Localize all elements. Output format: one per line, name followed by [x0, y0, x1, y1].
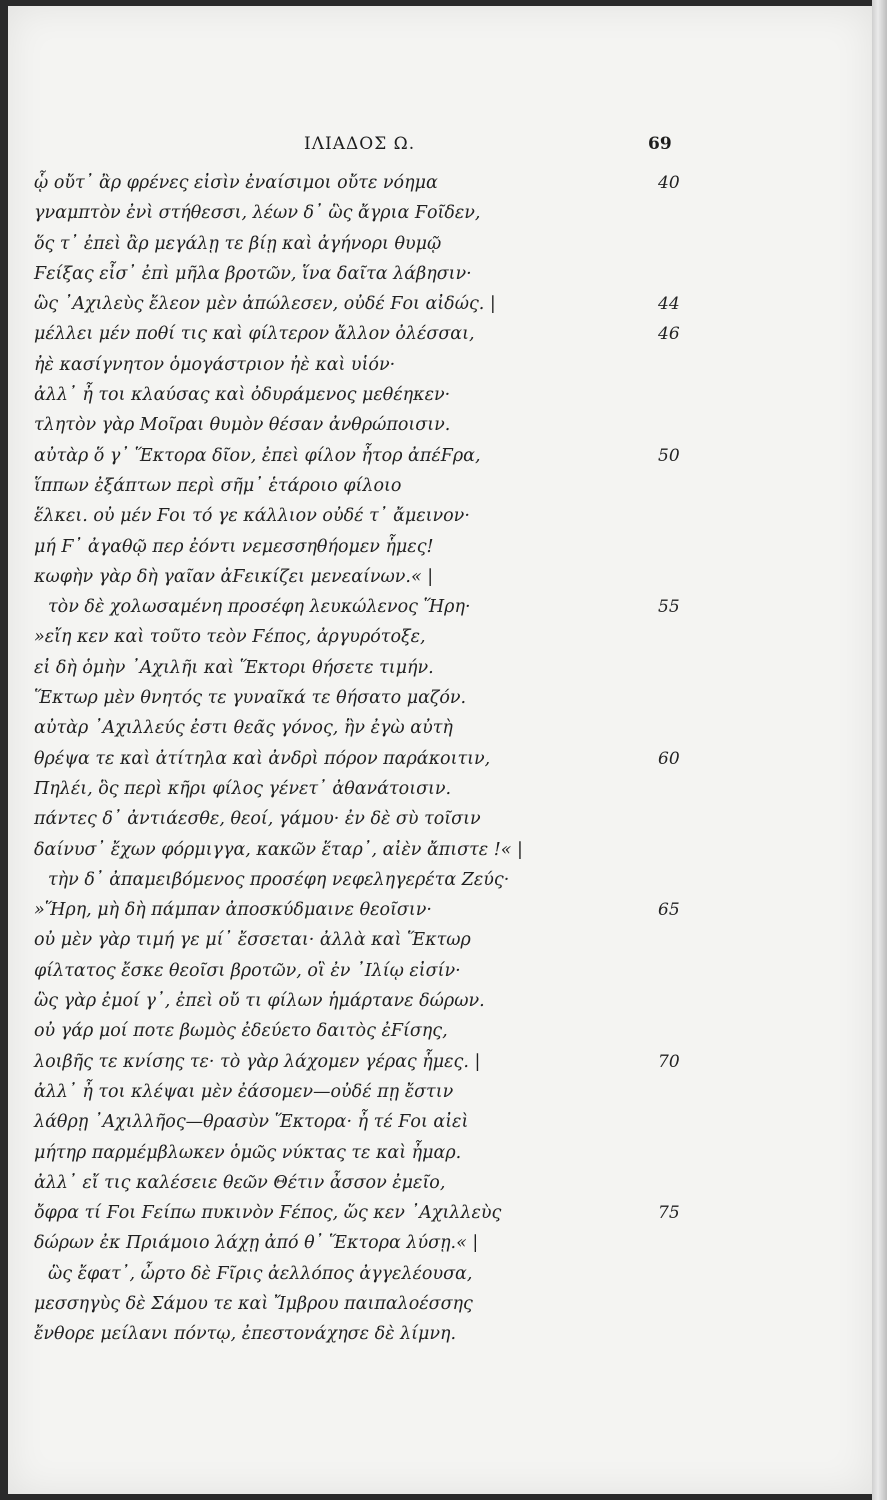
verse-text: Πηλέι, ὃς περὶ κῆρι φίλος γένετ᾽ ἀθανάτοισιν.: [34, 778, 452, 799]
verse-line: [34, 501, 734, 531]
verse-line: [34, 1077, 734, 1107]
verse-text: τλητὸν γὰρ Μοῖραι θυμὸν θέσαν ἀνθρώποισιν.: [34, 415, 451, 436]
verse-line: [34, 774, 734, 804]
verse-line: [34, 713, 734, 743]
verse-text: πάντες δ᾽ ἀντιάεσθε, θεοί, γάμου· ἐν δὲ σὺ τοῖσιν: [34, 809, 481, 830]
verse-text: λάθρῃ ᾽Αχιλλῆος—θρασὺν Ἕκτορα· ἦ τέ Ϝοι αἰεὶ: [34, 1112, 469, 1133]
verse-text: οὐ μὲν γὰρ τιμή γε μί᾽ ἔσσεται· ἀλλὰ καὶ Ἕκτωρ: [34, 930, 471, 951]
verse-line: [34, 410, 734, 440]
verse-line: [34, 986, 734, 1016]
line-number: 75: [658, 1203, 680, 1224]
verse-text: δώρων ἐκ Πριάμοιο λάχῃ ἀπό θ᾽ Ἕκτορα λύσῃ.« |: [34, 1233, 479, 1254]
verse-text: ἔνθορε μείλανι πόντῳ, ἐπεστονάχησε δὲ λίμνη.: [34, 1324, 457, 1345]
line-number: 70: [658, 1051, 680, 1072]
verse-line: [34, 471, 734, 501]
verse-line: [34, 1138, 734, 1168]
verse-line: [34, 835, 734, 865]
verse-line: [34, 1016, 734, 1046]
verse-text: ὅς τ᾽ ἐπεὶ ἂρ μεγάλῃ τε βίῃ καὶ ἀγήνορι θυμῷ: [34, 233, 442, 254]
page-number: 69: [648, 134, 672, 154]
verse-line: [34, 592, 734, 622]
verse-text: γναμπτὸν ἐνὶ στήθεσσι, λέων δ᾽ ὣς ἄγρια Ϝοῖδεν,: [34, 203, 481, 224]
verse-line: [34, 532, 734, 562]
verse-line: [34, 441, 734, 471]
verse-line: [34, 1259, 734, 1289]
verse-text: μεσσηγὺς δὲ Σάμου τε καὶ Ἴμβρου παιπαλοέσσης: [34, 1293, 473, 1314]
verse-line: [34, 319, 734, 349]
verse-text: ὣς γὰρ ἐμοί γ᾽, ἐπεὶ οὔ τι φίλων ἡμάρτανε δώρων.: [34, 991, 485, 1012]
verse-line: [34, 895, 734, 925]
verse-line: [34, 198, 734, 228]
verse-text: αὐτὰρ ὅ γ᾽ Ἕκτορα δῖον, ἐπεὶ φίλον ἦτορ ἀπέϜρα,: [34, 445, 481, 466]
verse-text: ἕλκει. οὐ μέν Ϝοι τό γε κάλλιον οὐδέ τ᾽ ἄμεινον·: [34, 506, 470, 527]
verse-text: δαίνυσ᾽ ἔχων φόρμιγγα, κακῶν ἕταρ᾽, αἰὲν ἄπιστε !« |: [34, 839, 523, 860]
verse-text: ᾧ οὔτ᾽ ἂρ φρένες εἰσὶν ἐναίσιμοι οὔτε νόημα: [34, 173, 438, 193]
verse-text: κωφὴν γὰρ δὴ γαῖαν ἀϜεικίζει μενεαίνων.« |: [34, 566, 434, 587]
line-number: 55: [658, 597, 680, 618]
line-number: 50: [658, 445, 680, 466]
verse-line: [34, 804, 734, 834]
verse-text: μή Ϝ᾽ ἀγαθῷ περ ἐόντι νεμεσσηθήομεν ἧμες!: [34, 536, 434, 557]
verse-text: Ϝείξας εἶσ᾽ ἐπὶ μῆλα βροτῶν, ἵνα δαῖτα λάβησιν·: [34, 263, 472, 284]
verse-text: τὸν δὲ χολωσαμένη προσέφη λευκώλενος Ἥρη·: [48, 597, 471, 618]
verse-text: εἰ δὴ ὁμὴν ᾽Αχιλῆι καὶ Ἕκτορι θήσετε τιμήν.: [34, 657, 434, 678]
verse-line: [34, 744, 734, 774]
verse-text: λοιβῆς τε κνίσης τε· τὸ γὰρ λάχομεν γέρας ἧμες. |: [34, 1051, 481, 1072]
page-edge: [872, 0, 887, 1500]
verse-text: ἵππων ἐξάπτων περὶ σῆμ᾽ ἑτάροιο φίλοιο: [34, 475, 402, 496]
verse-line: [34, 380, 734, 410]
verse-text: »εἴη κεν καὶ τοῦτο τεὸν Ϝέπος, ἀργυρότοξε,: [34, 627, 426, 648]
verse-text: μήτηρ παρμέμβλωκεν ὁμῶς νύκτας τε καὶ ἦμαρ.: [34, 1142, 462, 1163]
verse-line: [34, 1047, 734, 1077]
verse-text: ὣς ἔφατ᾽, ὦρτο δὲ Ϝῖρις ἀελλόπος ἀγγελέουσα,: [48, 1263, 473, 1284]
verse-line: [34, 289, 734, 319]
verse-line: [34, 350, 734, 380]
verse-text-block: [34, 168, 734, 1350]
verse-text: θρέψα τε καὶ ἀτίτηλα καὶ ἀνδρὶ πόρον παράκοιτιν,: [34, 748, 491, 769]
verse-text: οὐ γάρ μοί ποτε βωμὸς ἐδεύετο δαιτὸς ἐϜίσης,: [34, 1021, 448, 1042]
running-title: ΙΛΙΑΔΟΣ Ω.: [304, 134, 416, 154]
verse-line: [34, 562, 734, 592]
verse-line: [34, 683, 734, 713]
verse-line: [34, 1107, 734, 1137]
verse-text: φίλτατος ἔσκε θεοῖσι βροτῶν, οἳ ἐν ᾽Ιλίῳ εἰσίν·: [34, 960, 461, 981]
verse-line: [34, 1289, 734, 1319]
verse-text: ἠὲ κασίγνητον ὁμογάστριον ἠὲ καὶ υἱόν·: [34, 354, 396, 375]
verse-text: »Ἥρη, μὴ δὴ πάμπαν ἀποσκύδμαινε θεοῖσιν·: [34, 900, 432, 921]
verse-line: [34, 956, 734, 986]
verse-line: [34, 1168, 734, 1198]
verse-line: [34, 1198, 734, 1228]
verse-text: Ἕκτωρ μὲν θνητός τε γυναῖκά τε θήσατο μαζόν.: [34, 688, 467, 709]
verse-line: [34, 1319, 734, 1349]
page-header: [8, 134, 872, 158]
verse-line: [34, 925, 734, 955]
verse-line: [34, 653, 734, 683]
verse-line: [34, 622, 734, 652]
line-number: 44: [658, 294, 680, 315]
line-number: 40: [658, 173, 680, 193]
verse-text: ὣς ᾽Αχιλεὺς ἔλεον μὲν ἀπώλεσεν, οὐδέ Ϝοι αἰδώς. |: [34, 294, 496, 315]
verse-text: τὴν δ᾽ ἀπαμειβόμενος προσέφη νεφεληγερέτα Ζεύς·: [48, 869, 510, 890]
verse-text: μέλλει μέν ποθί τις καὶ φίλτερον ἄλλον ὀλέσσαι,: [34, 324, 475, 345]
verse-line: [34, 259, 734, 289]
verse-text: ἀλλ᾽ ἦ τοι κλέψαι μὲν ἐάσομεν—οὐδέ πῃ ἔστιν: [34, 1081, 454, 1102]
verse-line: [34, 229, 734, 259]
line-number: 65: [658, 900, 680, 921]
verse-text: ἀλλ᾽ εἴ τις καλέσειε θεῶν Θέτιν ἆσσον ἐμεῖο,: [34, 1172, 446, 1193]
line-number: 46: [658, 324, 680, 345]
verse-line: [34, 865, 734, 895]
verse-text: ἀλλ᾽ ἦ τοι κλαύσας καὶ ὀδυράμενος μεθέηκεν·: [34, 385, 451, 406]
line-number: 60: [658, 748, 680, 769]
verse-line: [34, 1228, 734, 1258]
book-page: [8, 6, 872, 1494]
verse-text: ὄφρα τί Ϝοι Ϝείπω πυκινὸν Ϝέπος, ὥς κεν ᾽Αχιλλεὺς: [34, 1203, 502, 1224]
verse-line: [34, 168, 734, 198]
verse-text: αὐτὰρ ᾽Αχιλλεύς ἐστι θεᾶς γόνος, ἣν ἐγὼ αὐτὴ: [34, 718, 453, 739]
